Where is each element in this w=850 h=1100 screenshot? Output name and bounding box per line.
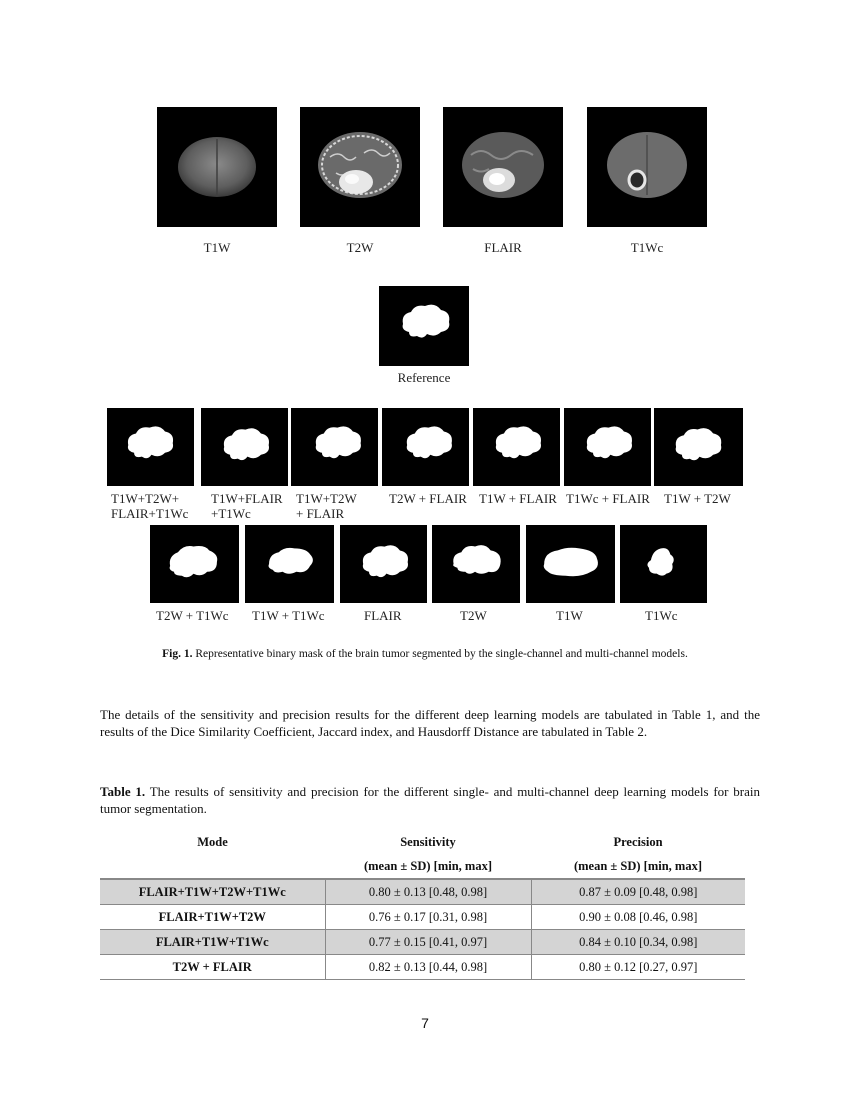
table-row xyxy=(100,955,745,980)
mask-label-row1-7: T1W + T2W xyxy=(664,491,731,506)
mask-row2-3 xyxy=(340,525,427,603)
mask-row1-6 xyxy=(564,408,651,486)
mask-row1-4 xyxy=(382,408,469,486)
header-precision: Precision xyxy=(613,834,663,849)
mask-label-row1-4: T2W + FLAIR xyxy=(389,491,467,506)
mask-label-row1-1: T1W+T2W+ FLAIR+T1Wc xyxy=(111,491,189,521)
mask-row1-5 xyxy=(473,408,560,486)
subheader-mode xyxy=(100,854,325,879)
header-sensitivity: Sensitivity xyxy=(400,834,456,849)
cell-precision: 0.87 ± 0.09 [0.48, 0.98] xyxy=(531,879,745,905)
table-row xyxy=(100,930,745,955)
cell-precision: 0.80 ± 0.12 [0.27, 0.97] xyxy=(531,955,745,980)
reference-label: Reference xyxy=(397,370,451,385)
mri-label-flair: FLAIR xyxy=(484,240,522,255)
mask-label-row2-4: T2W xyxy=(460,608,487,623)
cell-mode: FLAIR+T1W+T1Wc xyxy=(155,934,269,949)
mask-label-row2-5: T1W xyxy=(556,608,583,623)
mask-row2-1 xyxy=(150,525,239,603)
mask-label-row2-3: FLAIR xyxy=(364,608,402,623)
cell-mode: T2W + FLAIR xyxy=(172,959,252,974)
body-paragraph: The details of the sensitivity and precision results for the different deep learning models are tabulated in Table 1, and the results of the Dice Similarity Coefficient, Jaccard index, and Hausdorff Distance are tabulated in Table 2. xyxy=(100,707,760,739)
mask-row1-3 xyxy=(291,408,378,486)
mri-image-t1wc xyxy=(587,107,707,227)
mri-image-t1w xyxy=(157,107,277,227)
mask-row1-7 xyxy=(654,408,743,486)
cell-sensitivity: 0.77 ± 0.15 [0.41, 0.97] xyxy=(325,930,531,955)
mri-image-flair xyxy=(443,107,563,227)
mask-label-row1-2: T1W+FLAIR +T1Wc xyxy=(211,491,283,521)
table-caption: Table 1. The results of sensitivity and precision for the different single- and multi-channel deep learning models for brain tumor segmentation. xyxy=(100,784,761,816)
mask-label-row2-6: T1Wc xyxy=(645,608,678,623)
page-number: 7 xyxy=(421,1015,429,1031)
mask-label-row1-3: T1W+T2W + FLAIR xyxy=(296,491,357,521)
mri-label-t2w: T2W xyxy=(346,240,374,255)
mri-image-t2w xyxy=(300,107,420,227)
results-table xyxy=(100,830,745,980)
mask-row1-1 xyxy=(107,408,194,486)
mask-row1-2 xyxy=(201,408,288,486)
cell-mode: FLAIR+T1W+T2W+T1Wc xyxy=(138,884,286,899)
mask-row2-4 xyxy=(432,525,520,603)
subheader-sensitivity: (mean ± SD) [min, max] xyxy=(363,858,493,873)
table-header-row xyxy=(100,830,745,854)
table-row xyxy=(100,905,745,930)
table-row xyxy=(100,879,745,905)
reference-mask xyxy=(379,286,469,366)
header-mode: Mode xyxy=(197,834,228,849)
table-subheader-row xyxy=(100,854,745,879)
mask-label-row1-6: T1Wc + FLAIR xyxy=(566,491,650,506)
cell-sensitivity: 0.76 ± 0.17 [0.31, 0.98] xyxy=(325,905,531,930)
mask-label-row2-2: T1W + T1Wc xyxy=(252,608,325,623)
cell-precision: 0.90 ± 0.08 [0.46, 0.98] xyxy=(531,905,745,930)
mask-row2-6 xyxy=(620,525,707,603)
mask-row2-2 xyxy=(245,525,334,603)
subheader-precision: (mean ± SD) [min, max] xyxy=(573,858,703,873)
mask-label-row2-1: T2W + T1Wc xyxy=(156,608,229,623)
figure-caption: Fig. 1. Representative binary mask of the brain tumor segmented by the single-channel and multi-channel models. xyxy=(162,648,688,660)
cell-precision: 0.84 ± 0.10 [0.34, 0.98] xyxy=(531,930,745,955)
cell-sensitivity: 0.80 ± 0.13 [0.48, 0.98] xyxy=(325,879,531,905)
mri-label-t1wc: T1Wc xyxy=(630,240,664,255)
cell-mode: FLAIR+T1W+T2W xyxy=(158,909,266,924)
mask-label-row1-5: T1W + FLAIR xyxy=(479,491,557,506)
cell-sensitivity: 0.82 ± 0.13 [0.44, 0.98] xyxy=(325,955,531,980)
mri-label-t1w: T1W xyxy=(203,240,231,255)
mask-row2-5 xyxy=(526,525,615,603)
